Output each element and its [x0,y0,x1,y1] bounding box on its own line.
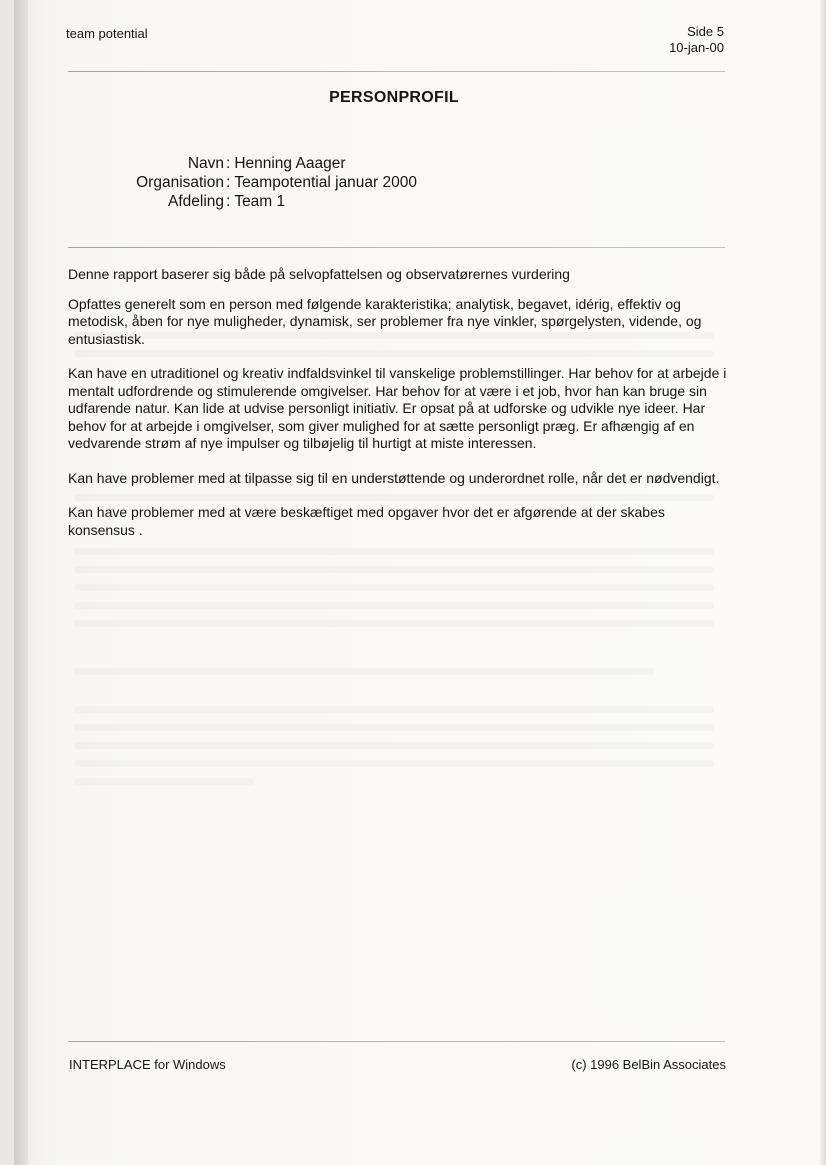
paragraph-characteristics: Opfattes generelt som en person med følgende karakteristika; analytisk, begavet, idérig, effektiv og metodisk, åben for nye muligheder, dynamisk, ser problemer fra nye vinkler, spørgelysten, vidende, og entusiastisk. [68,295,702,347]
bleed-through [74,668,654,675]
info-label: Navn [187,155,224,172]
header-brand: team potential [66,26,148,41]
page-edge [820,0,826,1165]
info-value: Team 1 [234,193,286,210]
info-separator: : [226,193,231,210]
bleed-through [74,706,714,713]
header-divider [68,71,725,72]
header-page-info [669,24,724,56]
info-separator: : [226,155,231,172]
bleed-through [74,742,714,749]
section-divider [68,247,725,248]
info-row-department [14,192,714,211]
info-row-organisation [14,173,714,192]
info-value: Teampotential januar 2000 [234,174,417,191]
page-title: PERSONPROFIL [329,89,459,106]
paragraph-intro: Denne rapport baserer sig både på selvopfattelsen og observatørernes vurdering [68,266,570,282]
paragraph-weakness-consensus: Kan have problemer med at være beskæftiget med opgaver hvor det er afgørende at der skabes konsensus . [68,504,665,538]
bleed-through [74,602,714,609]
info-row-name [14,154,714,173]
header-date: 10-jan-00 [669,40,724,55]
person-info [14,154,714,211]
info-label: Afdeling [167,193,224,210]
bleed-through [74,724,714,731]
bleed-through [74,620,714,627]
profile-body [68,266,728,556]
footer-copyright: (c) 1996 BelBin Associates [571,1057,726,1072]
paragraph-weakness-role: Kan have problemer med at tilpasse sig til en understøttende og underordnet rolle, når det er nødvendigt. [68,469,720,486]
info-label: Organisation [136,174,224,191]
bleed-through [74,566,714,573]
info-value: Henning Aaager [234,155,346,172]
paragraph-work-style: Kan have en utraditionel og kreativ indfaldsvinkel til vanskelige problemstillinger. Har behov for at arbejde i mentalt udfordrende og stimulerende omgivelser. Har behov for at være i et job, hvor han kan bruge sin udfarende natur. Kan lide at udvise personligt initiativ. Er opsat på at udforske og udvikle nye ideer. Har behov for at arbejde i omgivelser, som giver mulighed for at sætte personligt præg. Er afhængig af en vedvarende strøm af nye impulser og tilbøjelig til hurtigt at miste interessen. [68,365,727,451]
bleed-through [74,760,714,767]
document-page [14,0,826,1165]
info-separator: : [226,174,231,191]
bleed-through [74,584,714,591]
footer-software: INTERPLACE for Windows [69,1057,226,1072]
bleed-through [74,778,254,785]
footer-divider [68,1041,725,1042]
page-number: Side 5 [687,24,724,39]
